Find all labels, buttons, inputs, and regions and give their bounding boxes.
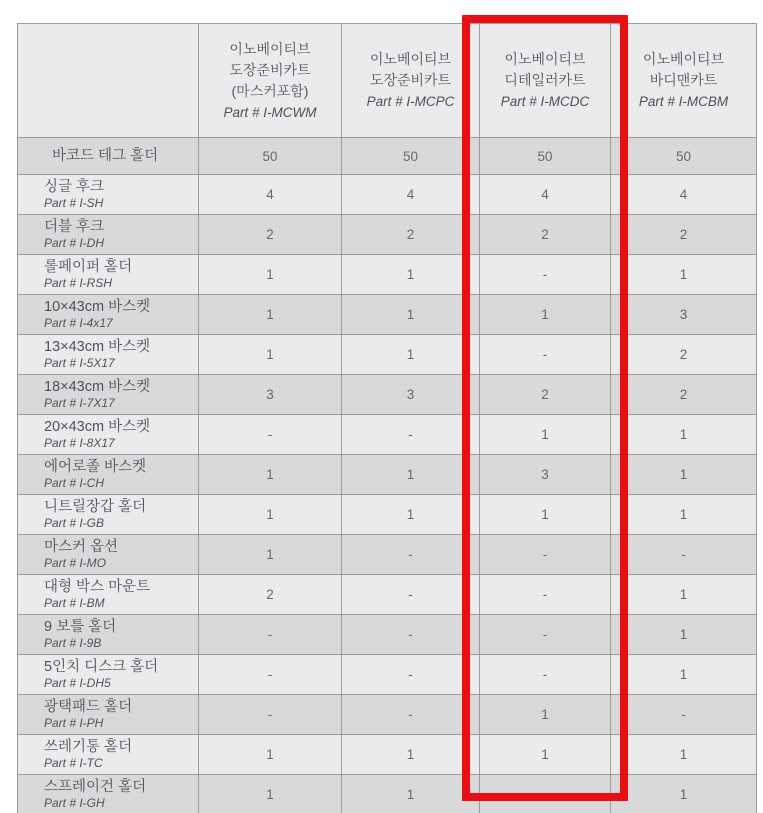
row-label: 18×43cm 바스켓 — [44, 379, 151, 395]
value-cell: - — [342, 575, 480, 615]
value-cell: - — [199, 415, 342, 455]
table-row — [18, 335, 757, 375]
value-cell: - — [342, 535, 480, 575]
header-line: 이노베이티브 — [229, 40, 311, 57]
row-part-number: Part # I-4x17 — [44, 316, 113, 330]
row-header-cell — [18, 255, 199, 295]
corner-cell — [18, 24, 199, 138]
value-cell: - — [342, 655, 480, 695]
row-header-cell — [18, 775, 199, 813]
row-label: 바코드 테그 홀더 — [52, 147, 159, 164]
value-cell: 1 — [199, 535, 342, 575]
row-label: 싱글 후크 — [44, 179, 105, 195]
row-header-cell — [18, 138, 199, 175]
row-header-cell — [18, 335, 199, 375]
table-row — [18, 295, 757, 335]
value-cell: 1 — [199, 335, 342, 375]
table-row — [18, 695, 757, 735]
value-cell: - — [611, 535, 757, 575]
table-row — [18, 138, 757, 175]
row-header-cell — [18, 535, 199, 575]
table-row — [18, 375, 757, 415]
row-label: 에어로졸 바스켓 — [44, 459, 147, 475]
value-cell: 1 — [611, 615, 757, 655]
value-cell: 4 — [199, 175, 342, 215]
row-part-number: Part # I-GH — [44, 796, 105, 810]
row-part-number: Part # I-5X17 — [44, 356, 115, 370]
table-row — [18, 655, 757, 695]
row-part-number: Part # I-8X17 — [44, 436, 115, 450]
value-cell: 1 — [342, 495, 480, 535]
row-label: 광택패드 홀더 — [44, 699, 133, 715]
value-cell: 1 — [480, 295, 611, 335]
row-header-cell — [18, 495, 199, 535]
value-cell: 1 — [199, 455, 342, 495]
value-cell: 3 — [480, 455, 611, 495]
row-part-number: Part # I-7X17 — [44, 396, 115, 410]
row-part-number: Part # I-DH5 — [44, 676, 111, 690]
column-part-number: Part # I-MCDC — [500, 94, 590, 109]
header-line: 디테일러카트 — [504, 72, 586, 88]
value-cell: 2 — [480, 215, 611, 255]
value-cell: 3 — [611, 295, 757, 335]
header-row — [18, 24, 757, 138]
value-cell: 1 — [611, 775, 757, 813]
header-line: 도장준비카트 — [229, 61, 311, 78]
table-header — [18, 24, 757, 138]
header-line: (마스커포함) — [231, 82, 309, 99]
row-header-cell — [18, 615, 199, 655]
value-cell: 1 — [199, 255, 342, 295]
row-label: 20×43cm 바스켓 — [44, 419, 151, 435]
value-cell: 1 — [480, 695, 611, 735]
value-cell: 1 — [199, 775, 342, 813]
value-cell: - — [199, 695, 342, 735]
row-label: 10×43cm 바스켓 — [44, 299, 151, 315]
header-line: 이노베이티브 — [504, 51, 586, 67]
row-header-cell — [18, 575, 199, 615]
row-label: 더블 후크 — [44, 219, 105, 235]
value-cell: 1 — [342, 735, 480, 775]
row-part-number: Part # I-GB — [44, 516, 105, 530]
table-row — [18, 415, 757, 455]
value-cell: 50 — [480, 138, 611, 175]
table-row — [18, 455, 757, 495]
row-part-number: Part # I-BM — [44, 596, 105, 610]
value-cell: 4 — [611, 175, 757, 215]
value-cell: 3 — [199, 375, 342, 415]
value-cell: 4 — [342, 175, 480, 215]
value-cell: 1 — [611, 455, 757, 495]
value-cell: - — [480, 615, 611, 655]
column-part-number: Part # I-MCPC — [366, 94, 455, 109]
value-cell: 2 — [199, 215, 342, 255]
column-header-mcbm — [611, 24, 757, 138]
row-part-number: Part # I-DH — [44, 236, 105, 250]
value-cell: - — [342, 415, 480, 455]
row-part-number: Part # I-PH — [44, 716, 104, 730]
value-cell: 2 — [611, 215, 757, 255]
value-cell: - — [611, 695, 757, 735]
column-part-number: Part # I-MCWM — [223, 104, 317, 120]
value-cell: - — [480, 575, 611, 615]
value-cell: 2 — [342, 215, 480, 255]
header-line: 이노베이티브 — [642, 51, 725, 67]
value-cell: - — [480, 535, 611, 575]
value-cell: 1 — [342, 775, 480, 813]
value-cell: - — [480, 255, 611, 295]
row-label: 니트릴장갑 홀더 — [44, 499, 147, 515]
value-cell: 1 — [611, 735, 757, 775]
value-cell: - — [342, 695, 480, 735]
table-row — [18, 535, 757, 575]
table-row — [18, 215, 757, 255]
value-cell: 2 — [480, 375, 611, 415]
row-header-cell — [18, 295, 199, 335]
row-header-cell — [18, 695, 199, 735]
column-title — [480, 49, 610, 91]
row-label: 9 보틀 홀더 — [44, 619, 117, 635]
value-cell: - — [480, 335, 611, 375]
row-label: 13×43cm 바스켓 — [44, 339, 151, 355]
value-cell: - — [199, 615, 342, 655]
value-cell: 1 — [342, 335, 480, 375]
column-header-mcdc-highlighted — [480, 24, 611, 138]
value-cell: - — [480, 655, 611, 695]
value-cell: 1 — [611, 575, 757, 615]
value-cell: 2 — [199, 575, 342, 615]
value-cell: 2 — [611, 335, 757, 375]
row-label: 스프레이건 홀더 — [44, 779, 147, 795]
header-line: 바디맨카트 — [649, 72, 718, 88]
value-cell: - — [480, 775, 611, 813]
value-cell: 50 — [611, 138, 757, 175]
row-part-number: Part # I-RSH — [44, 276, 113, 290]
value-cell: 1 — [611, 255, 757, 295]
value-cell: 1 — [611, 415, 757, 455]
row-header-cell — [18, 735, 199, 775]
column-part-number: Part # I-MCBM — [638, 94, 729, 109]
row-part-number: Part # I-MO — [44, 556, 107, 570]
column-title — [342, 49, 479, 91]
row-part-number: Part # I-9B — [44, 636, 102, 650]
table-row — [18, 175, 757, 215]
row-header-cell — [18, 415, 199, 455]
column-header-mcwm — [199, 24, 342, 138]
value-cell: 4 — [480, 175, 611, 215]
row-header-cell — [18, 215, 199, 255]
header-line: 이노베이티브 — [369, 51, 452, 67]
column-title — [611, 49, 756, 91]
column-header-mcpc — [342, 24, 480, 138]
value-cell: 1 — [199, 735, 342, 775]
row-label: 5인치 디스크 홀더 — [44, 659, 159, 675]
value-cell: 1 — [199, 295, 342, 335]
value-cell: 50 — [199, 138, 342, 175]
value-cell: 1 — [480, 495, 611, 535]
row-label: 쓰레기통 홀더 — [44, 739, 133, 755]
value-cell: 1 — [199, 495, 342, 535]
value-cell: 50 — [342, 138, 480, 175]
value-cell: 1 — [342, 295, 480, 335]
value-cell: 3 — [342, 375, 480, 415]
value-cell: 1 — [480, 735, 611, 775]
row-part-number: Part # I-CH — [44, 476, 105, 490]
value-cell: - — [342, 615, 480, 655]
row-part-number: Part # I-SH — [44, 196, 104, 210]
row-header-cell — [18, 175, 199, 215]
table-row — [18, 255, 757, 295]
column-title — [199, 39, 341, 102]
row-part-number: Part # I-TC — [44, 756, 103, 770]
comparison-table — [17, 23, 757, 813]
value-cell: 1 — [342, 455, 480, 495]
value-cell: 1 — [480, 415, 611, 455]
row-header-cell — [18, 455, 199, 495]
table-body — [18, 138, 757, 813]
row-label: 대형 박스 마운트 — [44, 579, 151, 595]
value-cell: 2 — [611, 375, 757, 415]
table-row — [18, 495, 757, 535]
value-cell: 1 — [611, 655, 757, 695]
value-cell: 1 — [611, 495, 757, 535]
table-row — [18, 575, 757, 615]
row-label: 롤페이퍼 홀더 — [44, 259, 133, 275]
table-row — [18, 775, 757, 813]
table-row — [18, 735, 757, 775]
value-cell: 1 — [342, 255, 480, 295]
value-cell: - — [199, 655, 342, 695]
row-header-cell — [18, 375, 199, 415]
row-header-cell — [18, 655, 199, 695]
row-label: 마스커 옵션 — [44, 539, 119, 555]
table-row — [18, 615, 757, 655]
header-line: 도장준비카트 — [369, 72, 452, 88]
